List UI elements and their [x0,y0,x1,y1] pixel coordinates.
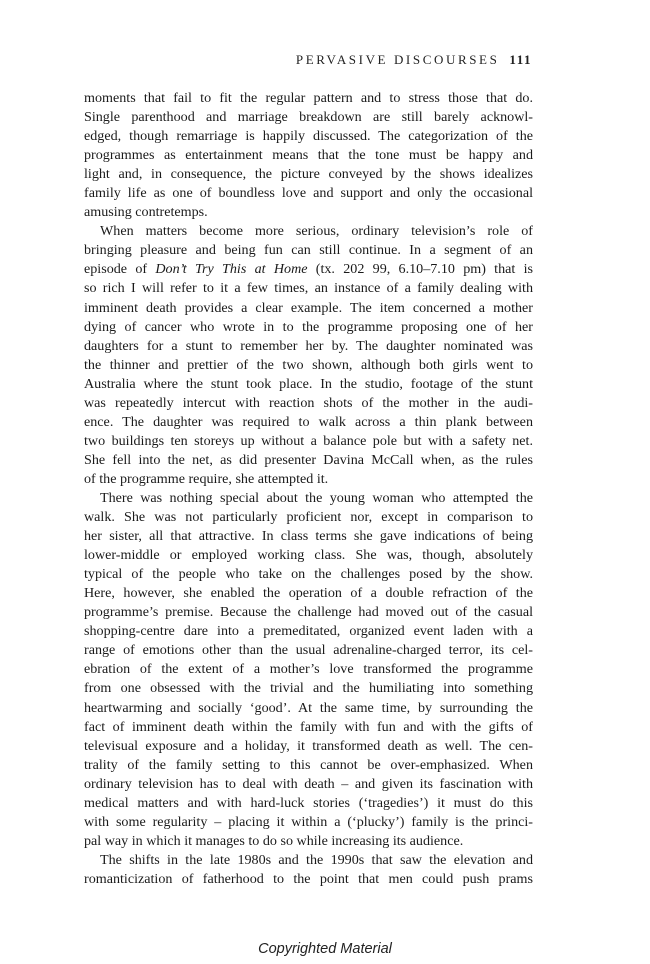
text-line: two buildings ten storeys up without a balance pole but with a safety net. [84,432,533,449]
text-line: from one obsessed with the trivial and the humiliating into something [84,680,533,697]
text-line: There was nothing special about the young woman who attempted the [100,489,533,506]
text-line: family life as one of boundless love and support and only the occasional [84,185,533,202]
text-line: was repeatedly intercut with reaction shots of the mother in the audi- [84,394,533,411]
text-line: her sister, all that attractive. In class terms she gave indications of being [84,528,533,545]
text-line: Single parenthood and marriage breakdown are still barely acknowl- [84,109,533,126]
text-line: heartwarming and socially ‘good’. At the same time, by surrounding the [84,699,533,716]
text-line: pal way in which it manages to do so while increasing its audience. [84,832,464,849]
text-line: programmes as entertainment means that the tone must be happy and [84,147,533,164]
text-line: romanticization of fatherhood to the point that men could push prams [84,870,533,887]
text-line: typical of the people who take on the challenges posed by the show. [84,566,533,583]
text-line: daughters for a stunt to remember her by. The daughter nominated was [84,337,533,354]
text-line: shopping-centre dare into a premeditated, organized event laden with a [84,623,533,640]
text-line: trality of the family setting to this cannot be over-emphasized. When [84,756,533,773]
text-run: (tx. 202 99, 6.10–7.10 pm) that is [307,261,533,278]
text-line: ebration of the extent of a mother’s love transformed the programme [84,661,533,678]
text-line: amusing contretemps. [84,204,208,221]
text-run: episode of [84,261,156,278]
text-line: walk. She was not particularly proficient nor, except in comparison to [84,509,533,526]
text-line: ordinary television has to deal with death – and given its fascination with [84,775,533,792]
text-line: She fell into the net, as did presenter Davina McCall when, as the rules [84,451,533,468]
text-line: ence. The daughter was required to walk across a thin plank between [84,413,533,430]
text-line: televisual exposure and a holiday, it transformed death as well. The cen- [84,737,533,754]
text-line: bringing pleasure and being fun can still continue. In a segment of an [84,242,533,259]
text-line: When matters become more serious, ordinary television’s role of [100,223,533,240]
programme-title: Don’t Try This at Home [155,261,308,278]
page-number: 111 [509,52,532,67]
section-title: PERVASIVE DISCOURSES [295,52,500,67]
text-line: lower-middle or employed working class. She was, though, absolutely [84,547,533,564]
text-line: medical matters and with hard-luck stories (‘tragedies’) it must do this [84,794,533,811]
body-text [84,89,533,889]
text-line: moments that fail to fit the regular pattern and to stress those that do. [84,90,533,106]
text-line: dying of cancer who wrote in to the programme proposing one of her [84,318,533,335]
copyright-notice: Copyrighted Material [258,941,392,957]
text-line: so rich I will refer to it a few times, an instance of a family dealing with [84,280,533,297]
text-line: Australia where the stunt took place. In the studio, footage of the stunt [84,375,533,392]
text-line: imminent death provides a clear example. The item concerned a mother [84,299,533,316]
text-line: the thinner and prettier of the two shown, although both girls went to [84,356,533,373]
text-line: of the programme require, she attempted it. [84,470,329,487]
text-line: Here, however, she enabled the operation of a double refraction of the [84,585,533,602]
text-line: programme’s premise. Because the challenge had moved out of the casual [84,604,533,621]
running-head [296,52,532,68]
text-line [84,260,533,279]
text-line: with some regularity – placing it within a (‘plucky’) family is the princi- [84,813,533,830]
text-line: fact of imminent death within the family with fun and with the gifts of [84,718,533,735]
text-line: range of emotions other than the usual adrenaline-charged terror, its cel- [84,642,533,659]
text-line: The shifts in the late 1980s and the 1990s that saw the elevation and [100,851,533,868]
text-line: edged, though remarriage is happily discussed. The categorization of the [84,128,533,145]
text-line: light and, in consequence, the picture conveyed by the shows idealizes [84,166,533,183]
